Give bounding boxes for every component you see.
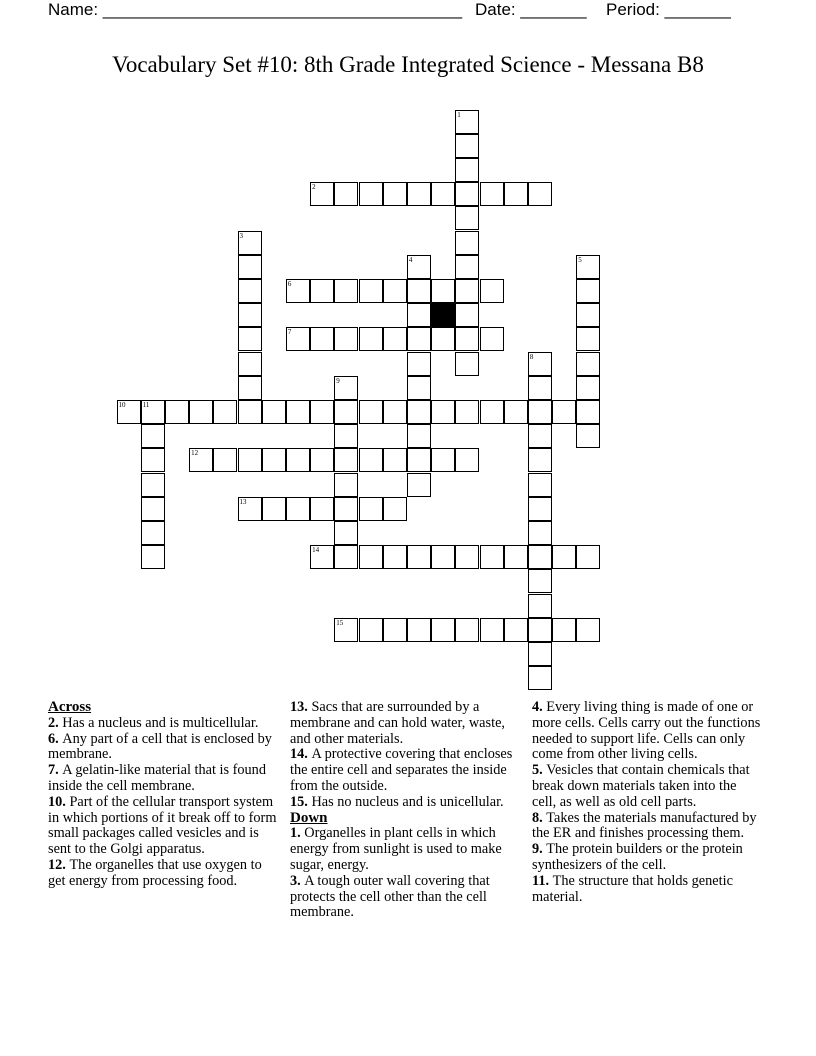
grid-cell[interactable]	[359, 618, 383, 642]
grid-cell[interactable]	[431, 448, 455, 472]
grid-cell[interactable]	[238, 303, 262, 327]
grid-cell[interactable]	[334, 279, 358, 303]
grid-cell[interactable]	[576, 618, 600, 642]
grid-cell[interactable]	[334, 376, 358, 400]
grid-cell[interactable]	[189, 448, 213, 472]
across-clue	[290, 795, 522, 811]
grid-cell[interactable]	[334, 473, 358, 497]
grid-cell[interactable]	[431, 618, 455, 642]
grid-cell[interactable]	[238, 497, 262, 521]
grid-cell[interactable]	[431, 279, 455, 303]
grid-cell[interactable]	[528, 545, 552, 569]
grid-cell[interactable]	[528, 376, 552, 400]
down-clue	[290, 874, 522, 921]
grid-cell[interactable]	[455, 545, 479, 569]
clue-number: 2	[312, 183, 316, 192]
date-field[interactable]: Date: _______	[475, 0, 587, 19]
clue-text: The structure that holds genetic material.	[532, 872, 733, 905]
page-title: Vocabulary Set #10: 8th Grade Integrated Science - Messana B8	[112, 52, 704, 77]
clue-num: 15.	[290, 793, 312, 810]
grid-cell[interactable]	[528, 497, 552, 521]
grid-cell[interactable]	[407, 618, 431, 642]
grid-cell[interactable]	[480, 279, 504, 303]
clue-number: 6	[287, 279, 292, 288]
clue-num: 9.	[532, 841, 547, 858]
clue-text: Every living thing is made of one or more cells. Cells carry out the functions needed to support life. Cells can only come from other living cells.	[532, 699, 761, 763]
grid-cell[interactable]	[359, 545, 383, 569]
grid-cell[interactable]	[238, 231, 262, 255]
grid-cell[interactable]	[528, 666, 552, 690]
grid-cell[interactable]	[383, 400, 407, 424]
grid-cell[interactable]	[238, 400, 262, 424]
clue-text: Sacs that are surrounded by a membrane and can hold water, waste, and other materials.	[290, 699, 505, 747]
grid-cell[interactable]	[262, 497, 286, 521]
grid-cell[interactable]	[576, 545, 600, 569]
grid-cell[interactable]	[455, 206, 479, 230]
across-clue	[48, 795, 280, 858]
grid-cell[interactable]	[383, 182, 407, 206]
clue-text: Organelles in plant cells in which energy from sunlight is used to make sugar, energy.	[290, 825, 502, 873]
grid-cell[interactable]	[528, 473, 552, 497]
grid-cell[interactable]	[576, 424, 600, 448]
grid-cell[interactable]	[480, 400, 504, 424]
clue-number: 14	[312, 546, 320, 555]
clue-number: 1	[457, 110, 461, 119]
clue-number: 8	[529, 352, 534, 361]
clue-text: Vesicles that contain chemicals that break down materials taken into the cell, as well as old cell parts.	[532, 762, 750, 810]
grid-cell[interactable]	[238, 376, 262, 400]
clue-text: A gelatin-like material that is found inside the cell membrane.	[48, 762, 266, 794]
grid-cell[interactable]	[407, 545, 431, 569]
grid-cell[interactable]	[310, 545, 334, 569]
grid-cell[interactable]	[141, 448, 165, 472]
clue-num: 2.	[48, 714, 63, 731]
grid-cell[interactable]	[407, 279, 431, 303]
grid-cell[interactable]	[528, 400, 552, 424]
grid-cell[interactable]	[528, 569, 552, 593]
clue-text: Part of the cellular transport system in which portions of it break off to form small packages called vesicles and is sent to the Golgi apparatus.	[48, 793, 277, 858]
grid-cell[interactable]	[310, 182, 334, 206]
across-clue	[48, 716, 280, 732]
grid-cell[interactable]	[262, 400, 286, 424]
grid-cell[interactable]	[189, 400, 213, 424]
clue-number: 3	[239, 231, 243, 240]
grid-cell[interactable]	[455, 400, 479, 424]
grid-cell[interactable]	[238, 327, 262, 351]
grid-cell[interactable]	[334, 521, 358, 545]
grid-cell[interactable]	[480, 545, 504, 569]
down-clue	[532, 874, 764, 906]
grid-cell[interactable]	[455, 303, 479, 327]
grid-cell[interactable]	[383, 618, 407, 642]
grid-cell[interactable]	[407, 424, 431, 448]
grid-cell[interactable]	[528, 642, 552, 666]
across-heading: Across	[48, 699, 92, 715]
grid-cell[interactable]	[310, 400, 334, 424]
grid-cell[interactable]	[334, 618, 358, 642]
grid-cell[interactable]	[407, 352, 431, 376]
grid-cell[interactable]	[334, 545, 358, 569]
grid-cell[interactable]	[286, 400, 310, 424]
clue-number: 12	[191, 449, 199, 458]
grid-cell[interactable]	[455, 352, 479, 376]
grid-cell[interactable]	[262, 448, 286, 472]
grid-cell[interactable]	[431, 400, 455, 424]
grid-cell[interactable]	[310, 327, 334, 351]
grid-cell[interactable]	[383, 545, 407, 569]
grid-cell[interactable]	[528, 424, 552, 448]
grid-cell[interactable]	[576, 352, 600, 376]
grid-cell[interactable]	[238, 255, 262, 279]
grid-cell[interactable]	[141, 545, 165, 569]
grid-cell[interactable]	[286, 279, 310, 303]
grid-cell[interactable]	[359, 448, 383, 472]
clue-num: 13.	[290, 699, 312, 715]
grid-cell[interactable]	[552, 400, 576, 424]
clue-number: 15	[336, 618, 344, 627]
clues-column-2	[290, 700, 522, 921]
grid-cell[interactable]	[286, 448, 310, 472]
grid-cell[interactable]	[504, 400, 528, 424]
grid-cell[interactable]	[117, 400, 141, 424]
grid-cell[interactable]	[334, 497, 358, 521]
period-field[interactable]: Period: _______	[606, 0, 731, 19]
grid-cell[interactable]	[528, 618, 552, 642]
grid-cell[interactable]	[334, 448, 358, 472]
grid-cell[interactable]	[455, 134, 479, 158]
grid-cell[interactable]	[286, 327, 310, 351]
grid-cell[interactable]	[576, 327, 600, 351]
clue-num: 11.	[532, 872, 553, 889]
grid-cell[interactable]	[383, 279, 407, 303]
across-clue	[290, 747, 522, 794]
grid-cell[interactable]	[359, 497, 383, 521]
grid-cell[interactable]	[480, 618, 504, 642]
clue-text: The protein builders or the protein synthesizers of the cell.	[532, 841, 743, 873]
grid-cell[interactable]	[576, 279, 600, 303]
clue-num: 8.	[532, 809, 547, 826]
grid-cell[interactable]	[310, 497, 334, 521]
name-field[interactable]: Name: ______________________________________	[48, 0, 463, 19]
grid-cell[interactable]	[238, 448, 262, 472]
clue-number: 13	[239, 497, 247, 506]
down-clue	[532, 763, 764, 810]
grid-cell[interactable]	[431, 327, 455, 351]
clues-column-3	[532, 700, 764, 905]
grid-cell[interactable]	[455, 255, 479, 279]
grid-cell[interactable]	[504, 545, 528, 569]
grid-cell[interactable]	[576, 400, 600, 424]
grid-cell[interactable]	[552, 618, 576, 642]
grid-cell[interactable]	[407, 327, 431, 351]
grid-cell[interactable]	[383, 497, 407, 521]
grid-cell[interactable]	[455, 231, 479, 255]
grid-cell[interactable]	[431, 545, 455, 569]
clue-num: 10.	[48, 793, 70, 810]
clue-num: 6.	[48, 730, 63, 747]
grid-cell[interactable]	[407, 400, 431, 424]
clue-num: 3.	[290, 872, 305, 889]
grid-cell[interactable]	[528, 448, 552, 472]
grid-cell[interactable]	[334, 424, 358, 448]
grid-cell[interactable]	[576, 255, 600, 279]
across-clue	[48, 858, 280, 890]
grid-cell[interactable]	[359, 400, 383, 424]
grid-cell[interactable]	[310, 279, 334, 303]
clues-column-1	[48, 700, 280, 890]
grid-cell[interactable]	[310, 448, 334, 472]
clue-text: Has no nucleus and is unicellular.	[311, 793, 504, 810]
grid-cell[interactable]	[407, 376, 431, 400]
grid-cell[interactable]	[141, 424, 165, 448]
clue-text: Takes the materials manufactured by the ER and finishes processing them.	[532, 809, 757, 842]
clue-number: 11	[142, 400, 150, 409]
clue-num: 5.	[532, 762, 547, 779]
clue-number: 7	[287, 328, 292, 337]
grid-cell[interactable]	[528, 521, 552, 545]
down-clue	[532, 700, 764, 763]
clue-num: 7.	[48, 762, 63, 779]
grid-cell[interactable]	[141, 497, 165, 521]
grid-cell[interactable]	[576, 303, 600, 327]
grid-cell[interactable]	[528, 182, 552, 206]
grid-cell[interactable]	[407, 303, 431, 327]
clue-text: Any part of a cell that is enclosed by membrane.	[48, 730, 272, 763]
grid-cell[interactable]	[383, 327, 407, 351]
grid-cell[interactable]	[455, 618, 479, 642]
grid-cell[interactable]	[286, 497, 310, 521]
grid-cell[interactable]	[455, 110, 479, 134]
across-clue	[290, 700, 522, 747]
grid-cell[interactable]	[141, 521, 165, 545]
grid-cell[interactable]	[455, 158, 479, 182]
clue-num: 4.	[532, 699, 547, 715]
grid-cell[interactable]	[480, 182, 504, 206]
clue-text: A protective covering that encloses the entire cell and separates the inside from the outside.	[290, 746, 513, 794]
down-clue	[290, 826, 522, 873]
grid-cell[interactable]	[576, 376, 600, 400]
grid-cell[interactable]	[165, 400, 189, 424]
grid-cell[interactable]	[407, 255, 431, 279]
clue-num: 14.	[290, 746, 312, 763]
grid-cell[interactable]	[504, 618, 528, 642]
grid-cell[interactable]	[407, 448, 431, 472]
down-heading: Down	[290, 809, 328, 826]
grid-cell[interactable]	[383, 448, 407, 472]
across-clue	[48, 763, 280, 795]
grid-cell[interactable]	[504, 182, 528, 206]
grid-cell[interactable]	[334, 327, 358, 351]
grid-cell[interactable]	[455, 279, 479, 303]
grid-cell[interactable]	[359, 182, 383, 206]
grid-cell[interactable]	[238, 279, 262, 303]
grid-cell[interactable]	[455, 448, 479, 472]
grid-cell[interactable]	[238, 352, 262, 376]
grid-cell[interactable]	[552, 545, 576, 569]
grid-cell[interactable]	[213, 448, 237, 472]
grid-cell[interactable]	[431, 182, 455, 206]
clue-num: 12.	[48, 856, 70, 873]
grid-cell[interactable]	[359, 279, 383, 303]
clue-number: 4	[408, 255, 413, 264]
clue-number: 9	[336, 376, 340, 385]
down-clue	[532, 842, 764, 874]
grid-cell[interactable]	[141, 473, 165, 497]
grid-cell[interactable]	[359, 327, 383, 351]
clue-number: 10	[118, 400, 126, 409]
clue-text: A tough outer wall covering that protects the cell other than the cell membrane.	[290, 872, 490, 921]
grid-cell[interactable]	[213, 400, 237, 424]
across-clue	[48, 732, 280, 764]
grid-cell[interactable]	[528, 594, 552, 618]
grid-cell[interactable]	[455, 182, 479, 206]
down-clue	[532, 811, 764, 843]
grid-cell[interactable]	[407, 473, 431, 497]
grid-cell[interactable]	[334, 400, 358, 424]
grid-cell[interactable]	[455, 327, 479, 351]
grid-cell[interactable]	[480, 327, 504, 351]
grid-cell[interactable]	[407, 182, 431, 206]
grid-cell[interactable]	[141, 400, 165, 424]
black-cell	[431, 303, 455, 327]
clue-text: Has a nucleus and is multicellular.	[62, 714, 259, 731]
clue-num: 1.	[290, 825, 305, 842]
clue-number: 5	[578, 255, 582, 264]
clue-text: The organelles that use oxygen to get energy from processing food.	[48, 856, 262, 889]
grid-cell[interactable]	[334, 182, 358, 206]
grid-cell[interactable]	[528, 352, 552, 376]
